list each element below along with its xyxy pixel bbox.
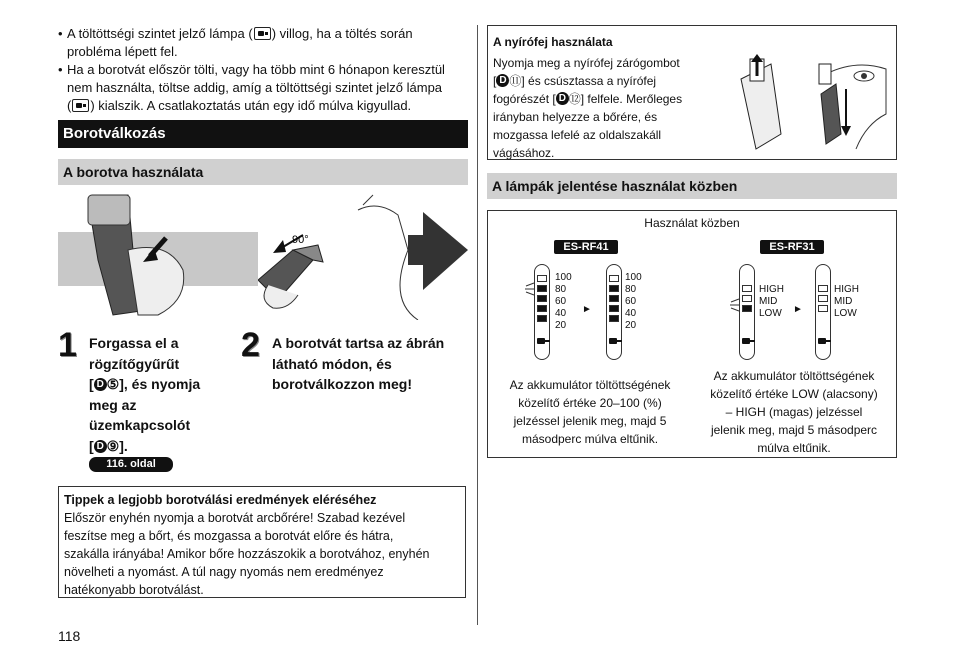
level-label: 20 xyxy=(625,320,637,331)
arrow-right-icon: ► xyxy=(793,304,803,315)
step-1-line: Forgassa el a xyxy=(89,335,179,351)
desc-line: Az akkumulátor töltöttségének xyxy=(713,369,875,383)
step-2-line: borotválkozzon meg! xyxy=(272,376,413,392)
diagram-d-icon xyxy=(496,74,509,87)
level-label: 40 xyxy=(555,308,567,319)
bullet-text: probléma lépett fel. xyxy=(67,44,178,59)
page-number: 118 xyxy=(58,628,81,644)
shaver-hand-illustration xyxy=(58,190,258,320)
diagram-d-icon xyxy=(94,440,107,453)
lamps-title: A lámpák jelentése használat közben xyxy=(487,173,897,199)
angle-label: 90° xyxy=(292,234,309,246)
trimmer-line: ] és csúsztassa a nyírófej xyxy=(521,74,657,88)
trimmer-line: ] felfele. Merőleges xyxy=(580,92,683,106)
step-2-number: 2 xyxy=(241,326,260,364)
lamps-heading: Használat közben xyxy=(644,216,740,230)
level-label: HIGH xyxy=(759,284,784,295)
level-label: 100 xyxy=(555,272,572,283)
trimmer-title: A nyírófej használata xyxy=(493,35,613,49)
diagram-d-icon xyxy=(94,378,107,391)
subsection-title: A borotva használata xyxy=(58,159,468,185)
lamps-box xyxy=(487,210,897,458)
level-label: MID xyxy=(759,296,778,307)
level-label: 80 xyxy=(625,284,637,295)
level-label: 100 xyxy=(625,272,642,283)
battery-gauge-right-1 xyxy=(739,264,755,360)
battery-gauge-left-2 xyxy=(606,264,622,360)
step-1-line: ]. xyxy=(119,437,128,454)
step-2-text xyxy=(272,333,472,395)
bullet-dot: • xyxy=(58,62,63,77)
level-label: 80 xyxy=(555,284,567,295)
trimmer-line: [ xyxy=(493,74,497,88)
bullet-text: Ha a borotvát először tölti, vagy ha több mint 6 hónapon keresztül xyxy=(67,62,445,77)
tips-line: szakálla irányába! Amikor bőre hozzászokik a borotvához, enyhén xyxy=(64,547,430,561)
desc-line: másodperc múlva eltűnik. xyxy=(521,432,659,446)
step-1-number: 1 xyxy=(58,326,77,364)
step-1-line: rögzítőgyűrűt xyxy=(89,355,180,372)
bullet-text: ) villog, ha a töltés során xyxy=(271,26,413,41)
tips-title: Tippek a legjobb borotválási eredmények eléréséhez xyxy=(64,493,377,507)
desc-line: – HIGH (magas) jelzéssel xyxy=(725,405,863,419)
bullet-text: A töltöttségi szintet jelző lámpa ( xyxy=(67,26,253,41)
bullet-dot: • xyxy=(58,26,63,41)
tips-line: hatékonyabb borotválást. xyxy=(64,583,204,597)
section-title: Borotválkozás xyxy=(58,120,468,148)
tips-line: Először enyhén nyomja a borotvát arcbőrére! Szabad kezével xyxy=(64,511,406,525)
battery-gauge-left-1 xyxy=(534,264,550,360)
step-1-line: [ xyxy=(89,376,94,392)
diagram-d-icon xyxy=(556,92,569,105)
ref-number: ⑨ xyxy=(106,437,120,454)
step-1-line: ], és nyomja xyxy=(119,376,201,392)
bullet-text: nem használta, töltse addig, amíg a töltöttségi szintet jelző lámpa xyxy=(67,80,443,95)
trimmer-line: fogórészét [ xyxy=(493,92,556,106)
desc-line: jelenik meg, majd 5 másodperc xyxy=(710,423,878,437)
level-label: 60 xyxy=(555,296,567,307)
level-labels-left-2 xyxy=(625,272,642,332)
column-divider xyxy=(477,25,478,625)
page-ref-badge[interactable]: 116. oldal xyxy=(89,457,173,472)
level-label: 20 xyxy=(555,320,567,331)
blink-icon xyxy=(729,297,741,313)
model-badge-right: ES-RF31 xyxy=(760,240,824,254)
trimmer-line: Nyomja meg a nyírófej zárógombot xyxy=(493,56,680,70)
tips-line: feszítse meg a bőrt, és mozgassa a borotvát előre és hátra, xyxy=(64,529,394,543)
ref-number: ⑪ xyxy=(509,74,522,88)
desc-line: jelzéssel jelenik meg, majd 5 xyxy=(513,414,667,428)
trimmer-line: irányban helyezze a bőrére, és xyxy=(493,110,658,124)
bullet-text: ( xyxy=(67,98,72,113)
trimmer-line: mozgassa lefelé az oldalszakáll xyxy=(493,128,662,142)
level-label: LOW xyxy=(834,308,857,319)
step-1-line: üzemkapcsolót xyxy=(89,417,191,433)
bullet-item-1 xyxy=(58,25,468,61)
desc-line: közelítő értéke 20–100 (%) xyxy=(518,396,662,410)
charge-lamp-icon xyxy=(72,99,89,112)
step-2-line: A borotvát tartsa az ábrán xyxy=(272,335,445,351)
level-label: 60 xyxy=(625,296,637,307)
battery-gauge-right-2 xyxy=(815,264,831,360)
level-labels-left-1 xyxy=(555,272,572,332)
face-shaving-illustration xyxy=(258,190,468,320)
tips-line: növelheti a nyomást. A túl nagy nyomás nem eredményez xyxy=(64,565,384,579)
level-label: LOW xyxy=(759,308,782,319)
level-labels-right-2 xyxy=(834,284,859,320)
step-1-line: [ xyxy=(89,437,94,454)
lamps-desc-right xyxy=(692,367,896,457)
desc-line: múlva eltűnik. xyxy=(757,441,831,455)
bullet-text: ) kialszik. A csatlakoztatás után egy idő múlva kigyullad. xyxy=(90,98,412,113)
arrow-right-icon: ► xyxy=(582,304,592,315)
step-2-line: látható módon, és xyxy=(272,355,392,372)
ref-number: ⑤ xyxy=(106,376,120,392)
bullet-item-2 xyxy=(58,61,468,115)
desc-line: Az akkumulátor töltöttségének xyxy=(509,378,671,392)
ref-number: ⑫ xyxy=(568,92,581,106)
step-1-text xyxy=(89,333,239,456)
level-label: HIGH xyxy=(834,284,859,295)
tips-box xyxy=(58,486,466,598)
blink-icon xyxy=(524,281,536,297)
charge-lamp-icon xyxy=(254,27,271,40)
trimmer-illustration xyxy=(736,54,891,156)
trimmer-line: vágásához. xyxy=(493,146,555,160)
level-labels-right-1 xyxy=(759,284,784,320)
trimmer-box xyxy=(487,25,897,160)
step-1-line: meg az xyxy=(89,396,137,413)
model-badge-left: ES-RF41 xyxy=(554,240,618,254)
level-label: 40 xyxy=(625,308,637,319)
desc-line: közelítő értéke LOW (alacsony) xyxy=(710,387,878,401)
level-label: MID xyxy=(834,296,853,307)
lamps-desc-left xyxy=(488,376,692,448)
